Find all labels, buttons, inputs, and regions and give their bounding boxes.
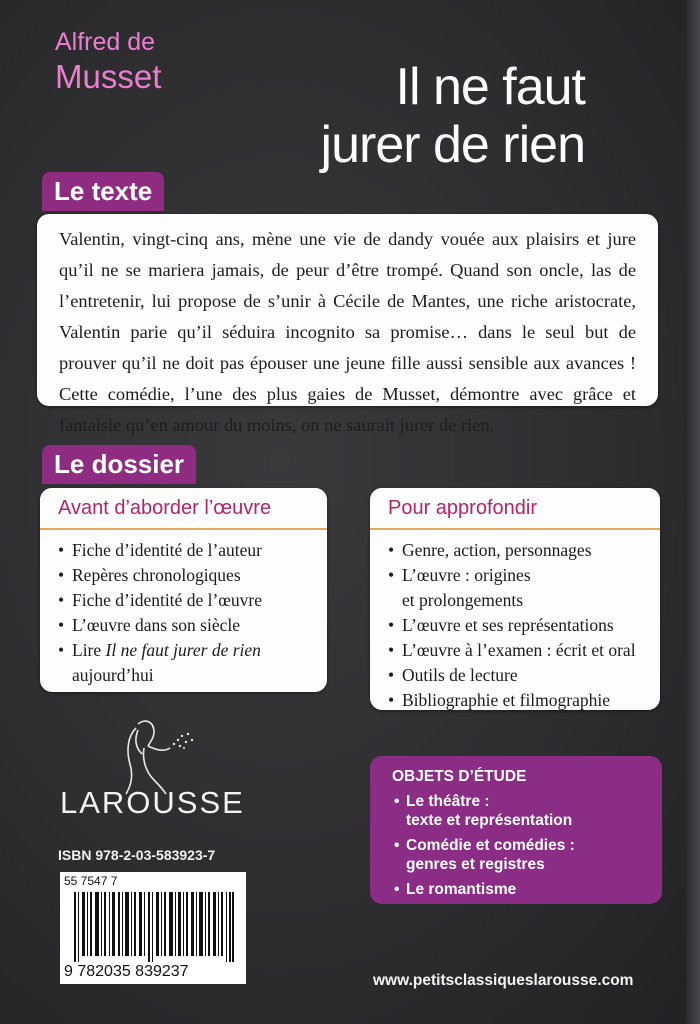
origines-line: L’œuvre : origines <box>402 565 531 585</box>
isbn-text: ISBN 978-2-03-583923-7 <box>58 847 216 863</box>
objets-etude-box <box>370 756 662 904</box>
lire-prefix: Lire <box>72 640 106 660</box>
list-item: • Fiche d’identité de l’auteur <box>58 538 319 563</box>
list-item: • Fiche d’identité de l’œuvre <box>58 588 319 613</box>
website-url: www.petitsclassiqueslarousse.com <box>373 972 634 989</box>
objet-line: Le théâtre : <box>406 793 490 810</box>
pour-approfondir-heading: Pour approfondir <box>370 488 660 530</box>
book-title <box>321 58 585 174</box>
list-item: • Bibliographie et filmographie <box>388 688 652 713</box>
objet-line: genres et registres <box>406 856 545 873</box>
avant-aborder-heading: Avant d’aborder l’œuvre <box>40 488 327 530</box>
list-item <box>394 792 662 830</box>
origines-cont: et prolongements <box>402 590 524 610</box>
objets-etude-list <box>370 792 662 899</box>
objet-line: Le romantisme <box>406 881 517 898</box>
summary-text: Valentin, vingt-cinq ans, mène une vie de dandy vouée aux plaisirs et jure qu’il ne se mariera jamais, de peur d’être trompé. Quand son oncle, las de l’entretenir, lui propose de s’unir à Cécile de Mantes, une riche aristocrate, Valentin parie qu’il séduira incognito sa promise… dans le seul but de prouver qu’il ne doit pas épouser une jeune fille aussi sensible aux avances ! Cette comédie, l’une des plus gaies de Musset, démontre avec grâce et fantaisie qu’en amour du moins, on ne saurait jurer de rien. <box>59 229 636 435</box>
list-item: • Outils de lecture <box>388 663 652 688</box>
barcode-number: 9 782035 839237 <box>64 963 189 980</box>
title-line-1: Il ne faut <box>395 58 585 116</box>
title-line-2: jurer de rien <box>320 116 585 174</box>
pour-approfondir-box <box>370 488 660 710</box>
avant-aborder-list <box>40 530 327 688</box>
avant-aborder-box <box>40 488 327 692</box>
list-item: • Genre, action, personnages <box>388 538 652 563</box>
list-item <box>394 836 662 874</box>
list-item: • Repères chronologiques <box>58 563 319 588</box>
lire-suffix: aujourd’hui <box>72 665 154 685</box>
objet-line: Comédie et comédies : <box>406 837 575 854</box>
author-first-name: Alfred de <box>55 28 156 56</box>
lire-title: Il ne faut jurer de rien <box>105 640 261 660</box>
summary-box <box>37 214 658 435</box>
le-texte-tab: Le texte <box>42 172 164 211</box>
larousse-logo-text: LAROUSSE <box>60 785 245 820</box>
barcode-bars-icon <box>74 892 234 962</box>
list-item <box>388 563 652 613</box>
list-item <box>394 880 662 899</box>
pour-approfondir-list <box>370 530 660 713</box>
list-item <box>58 638 319 688</box>
objets-etude-heading: OBJETS D’ÉTUDE <box>392 768 527 785</box>
list-item: • L’œuvre à l’examen : écrit et oral <box>388 638 652 663</box>
objet-line: texte et représentation <box>406 812 573 829</box>
list-item: • L’œuvre dans son siècle <box>58 613 319 638</box>
list-item: • L’œuvre et ses représentations <box>388 613 652 638</box>
barcode <box>60 872 246 984</box>
barcode-top-code: 55 7547 7 <box>64 874 118 888</box>
le-dossier-tab: Le dossier <box>42 445 196 484</box>
cover-edge <box>686 0 700 1024</box>
author-last-name: Musset <box>55 58 162 95</box>
